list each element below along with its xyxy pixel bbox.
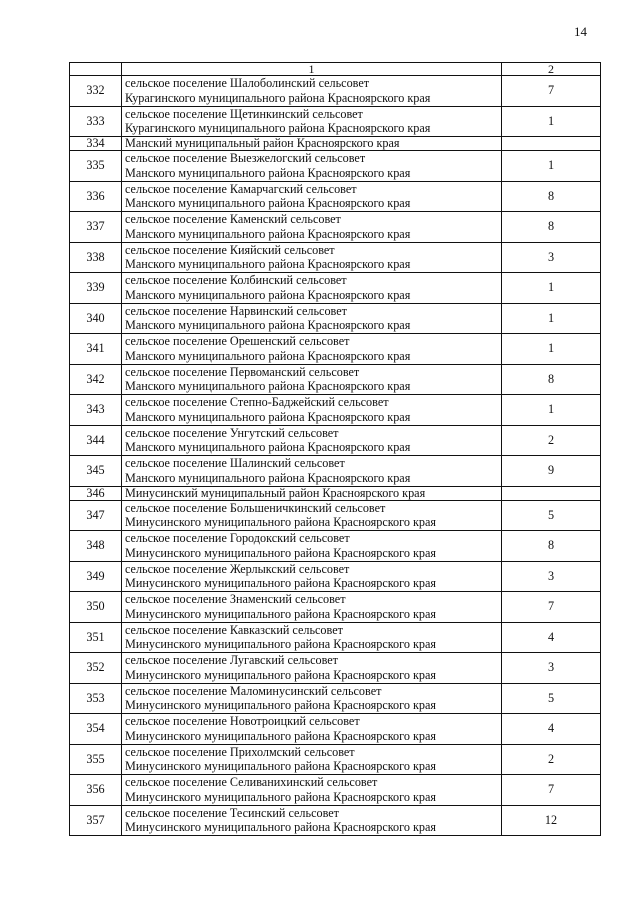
row-value: 7: [502, 76, 601, 107]
row-value: 9: [502, 456, 601, 487]
municipality-name: [122, 531, 502, 562]
municipality-name-line-1: сельское поселение Кавказский сельсовет: [125, 622, 343, 637]
municipality-name-line-2: Манского муниципального района Красноярского края: [125, 196, 411, 211]
table-row: [70, 242, 601, 273]
municipality-name-line-1: Манский муниципальный район Красноярского края: [125, 136, 400, 150]
row-value: 5: [502, 500, 601, 531]
municipality-name-line-2: Минусинского муниципального района Красноярского края: [125, 820, 436, 835]
municipality-name-line-2: Минусинского муниципального района Красноярского края: [125, 759, 436, 774]
row-value: 8: [502, 212, 601, 243]
municipality-name-line-1: сельское поселение Степно-Баджейский сельсовет: [125, 395, 389, 410]
municipality-name: [122, 561, 502, 592]
municipality-name-line-1: сельское поселение Прихолмский сельсовет: [125, 744, 355, 759]
municipality-name-line-2: Манского муниципального района Красноярского края: [125, 409, 411, 424]
municipality-name-line-2: Минусинского муниципального района Красноярского края: [125, 698, 436, 713]
municipality-name-line-1: сельское поселение Маломинусинский сельсовет: [125, 683, 382, 698]
municipality-name-line-2: Курагинского муниципального района Красноярского края: [125, 90, 431, 105]
municipality-name-line-1: сельское поселение Городокский сельсовет: [125, 531, 350, 546]
table-row: [70, 106, 601, 137]
table-row: [70, 714, 601, 745]
table-row: [70, 683, 601, 714]
row-value: [502, 486, 601, 500]
table-row: [70, 334, 601, 365]
municipality-name-line-1: сельское поселение Селиванихинский сельсовет: [125, 775, 378, 790]
municipality-name-line-1: сельское поселение Жерлыкский сельсовет: [125, 561, 350, 576]
row-value: [502, 137, 601, 151]
row-value: 1: [502, 273, 601, 304]
table-row: [70, 395, 601, 426]
row-number: 346: [70, 486, 122, 500]
table-row: [70, 622, 601, 653]
municipality-name-line-1: сельское поселение Каменский сельсовет: [125, 212, 341, 227]
municipality-name-line-2: Минусинского муниципального района Красноярского края: [125, 637, 436, 652]
municipality-name-line-2: Манского муниципального района Красноярского края: [125, 165, 411, 180]
table-row: [70, 500, 601, 531]
row-number: 342: [70, 364, 122, 395]
table-row: [70, 805, 601, 836]
row-value: 7: [502, 592, 601, 623]
municipality-name-line-1: сельское поселение Шалоболинский сельсовет: [125, 76, 370, 91]
row-value: 2: [502, 425, 601, 456]
municipality-name: [122, 500, 502, 531]
row-value: 3: [502, 561, 601, 592]
municipality-name-line-2: Минусинского муниципального района Красноярского края: [125, 789, 436, 804]
municipality-name-line-2: Манского муниципального района Красноярского края: [125, 440, 411, 455]
row-value: 3: [502, 242, 601, 273]
row-value: 8: [502, 364, 601, 395]
row-number: 351: [70, 622, 122, 653]
row-number: 350: [70, 592, 122, 623]
table-row: [70, 775, 601, 806]
row-number: 339: [70, 273, 122, 304]
municipality-name-line-1: сельское поселение Камарчагский сельсовет: [125, 181, 357, 196]
table-row: [70, 364, 601, 395]
municipality-name-line-2: Манского муниципального района Красноярского края: [125, 257, 411, 272]
municipality-name: [122, 683, 502, 714]
row-value: 3: [502, 653, 601, 684]
table-row: [70, 456, 601, 487]
row-number: 340: [70, 303, 122, 334]
municipality-name: [122, 805, 502, 836]
municipality-name: [122, 364, 502, 395]
table-row: [70, 181, 601, 212]
table-row: [70, 137, 601, 151]
row-number: 337: [70, 212, 122, 243]
municipality-name-line-2: Манского муниципального района Красноярского края: [125, 470, 411, 485]
municipality-name-line-1: сельское поселение Большеничкинский сельсовет: [125, 500, 386, 515]
municipality-name: [122, 775, 502, 806]
table-body: [70, 76, 601, 836]
row-value: 7: [502, 775, 601, 806]
municipality-name-line-1: Минусинский муниципальный район Красноярского края: [125, 486, 426, 500]
row-value: 8: [502, 181, 601, 212]
row-value: 1: [502, 395, 601, 426]
table-row: [70, 76, 601, 107]
row-value: 1: [502, 151, 601, 182]
municipality-name-line-2: Минусинского муниципального района Красноярского края: [125, 606, 436, 621]
municipality-name: [122, 592, 502, 623]
row-number: 347: [70, 500, 122, 531]
row-number: 355: [70, 744, 122, 775]
municipality-name-line-1: сельское поселение Нарвинский сельсовет: [125, 303, 347, 318]
districts-table: [69, 62, 601, 836]
municipality-name: [122, 137, 502, 151]
row-number: 343: [70, 395, 122, 426]
header-cell-name: 1: [122, 63, 502, 76]
municipality-name-line-2: Манского муниципального района Красноярского края: [125, 348, 411, 363]
row-number: 332: [70, 76, 122, 107]
municipality-name-line-1: сельское поселение Унгутский сельсовет: [125, 425, 339, 440]
municipality-name-line-1: сельское поселение Шалинский сельсовет: [125, 456, 345, 471]
municipality-name: [122, 303, 502, 334]
row-number: 341: [70, 334, 122, 365]
row-value: 4: [502, 622, 601, 653]
table-row: [70, 212, 601, 243]
municipality-name-line-1: сельское поселение Тесинский сельсовет: [125, 805, 339, 820]
row-number: 338: [70, 242, 122, 273]
municipality-name: [122, 425, 502, 456]
municipality-name-line-1: сельское поселение Орешенский сельсовет: [125, 334, 350, 349]
municipality-name: [122, 76, 502, 107]
municipality-name-line-2: Минусинского муниципального района Красноярского края: [125, 667, 436, 682]
municipality-name: [122, 395, 502, 426]
municipality-name-line-2: Манского муниципального района Красноярского края: [125, 379, 411, 394]
table-row: [70, 592, 601, 623]
row-number: 353: [70, 683, 122, 714]
page-number: 14: [574, 24, 587, 39]
municipality-name: [122, 273, 502, 304]
row-value: 8: [502, 531, 601, 562]
row-number: 349: [70, 561, 122, 592]
row-number: 356: [70, 775, 122, 806]
municipality-name: [122, 653, 502, 684]
municipality-name-line-2: Минусинского муниципального района Красноярского края: [125, 515, 436, 530]
municipality-name-line-1: сельское поселение Первоманский сельсовет: [125, 364, 360, 379]
municipality-name-line-2: Манского муниципального района Красноярского края: [125, 287, 411, 302]
table-row: [70, 303, 601, 334]
row-number: 344: [70, 425, 122, 456]
table-row: [70, 531, 601, 562]
table-row: [70, 561, 601, 592]
header-cell-number: [70, 63, 122, 76]
table-row: [70, 653, 601, 684]
row-number: 334: [70, 137, 122, 151]
municipality-name-line-2: Минусинского муниципального района Красноярского края: [125, 728, 436, 743]
municipality-name: [122, 181, 502, 212]
municipality-name: [122, 486, 502, 500]
row-number: 345: [70, 456, 122, 487]
municipality-name-line-1: сельское поселение Новотроицкий сельсовет: [125, 714, 360, 729]
table-header-row: [70, 63, 601, 76]
row-value: 12: [502, 805, 601, 836]
municipality-name: [122, 456, 502, 487]
row-value: 4: [502, 714, 601, 745]
municipality-name-line-1: сельское поселение Знаменский сельсовет: [125, 592, 346, 607]
row-value: 1: [502, 106, 601, 137]
row-number: 357: [70, 805, 122, 836]
municipality-name: [122, 212, 502, 243]
header-cell-value: 2: [502, 63, 601, 76]
municipality-name-line-1: сельское поселение Выезжелогский сельсовет: [125, 151, 366, 166]
municipality-name-line-1: сельское поселение Лугавский сельсовет: [125, 653, 338, 668]
municipality-name-line-1: сельское поселение Щетинкинский сельсовет: [125, 106, 363, 121]
municipality-name-line-2: Минусинского муниципального района Красноярского края: [125, 576, 436, 591]
table-row: [70, 744, 601, 775]
municipality-name: [122, 242, 502, 273]
row-number: 335: [70, 151, 122, 182]
row-number: 352: [70, 653, 122, 684]
table-row: [70, 486, 601, 500]
row-number: 354: [70, 714, 122, 745]
municipality-name-line-2: Манского муниципального района Красноярского края: [125, 318, 411, 333]
row-number: 348: [70, 531, 122, 562]
table-row: [70, 425, 601, 456]
municipality-name: [122, 622, 502, 653]
municipality-name: [122, 334, 502, 365]
row-value: 1: [502, 303, 601, 334]
municipality-name: [122, 744, 502, 775]
row-value: 5: [502, 683, 601, 714]
row-number: 333: [70, 106, 122, 137]
municipality-name-line-1: сельское поселение Кияйский сельсовет: [125, 242, 335, 257]
municipality-name-line-1: сельское поселение Колбинский сельсовет: [125, 273, 347, 288]
municipality-name-line-2: Курагинского муниципального района Красноярского края: [125, 121, 431, 136]
municipality-name-line-2: Минусинского муниципального района Красноярского края: [125, 545, 436, 560]
municipality-name: [122, 714, 502, 745]
table-row: [70, 151, 601, 182]
row-value: 1: [502, 334, 601, 365]
table-row: [70, 273, 601, 304]
row-value: 2: [502, 744, 601, 775]
municipality-name-line-2: Манского муниципального района Красноярского края: [125, 226, 411, 241]
municipality-name: [122, 106, 502, 137]
municipality-name: [122, 151, 502, 182]
row-number: 336: [70, 181, 122, 212]
